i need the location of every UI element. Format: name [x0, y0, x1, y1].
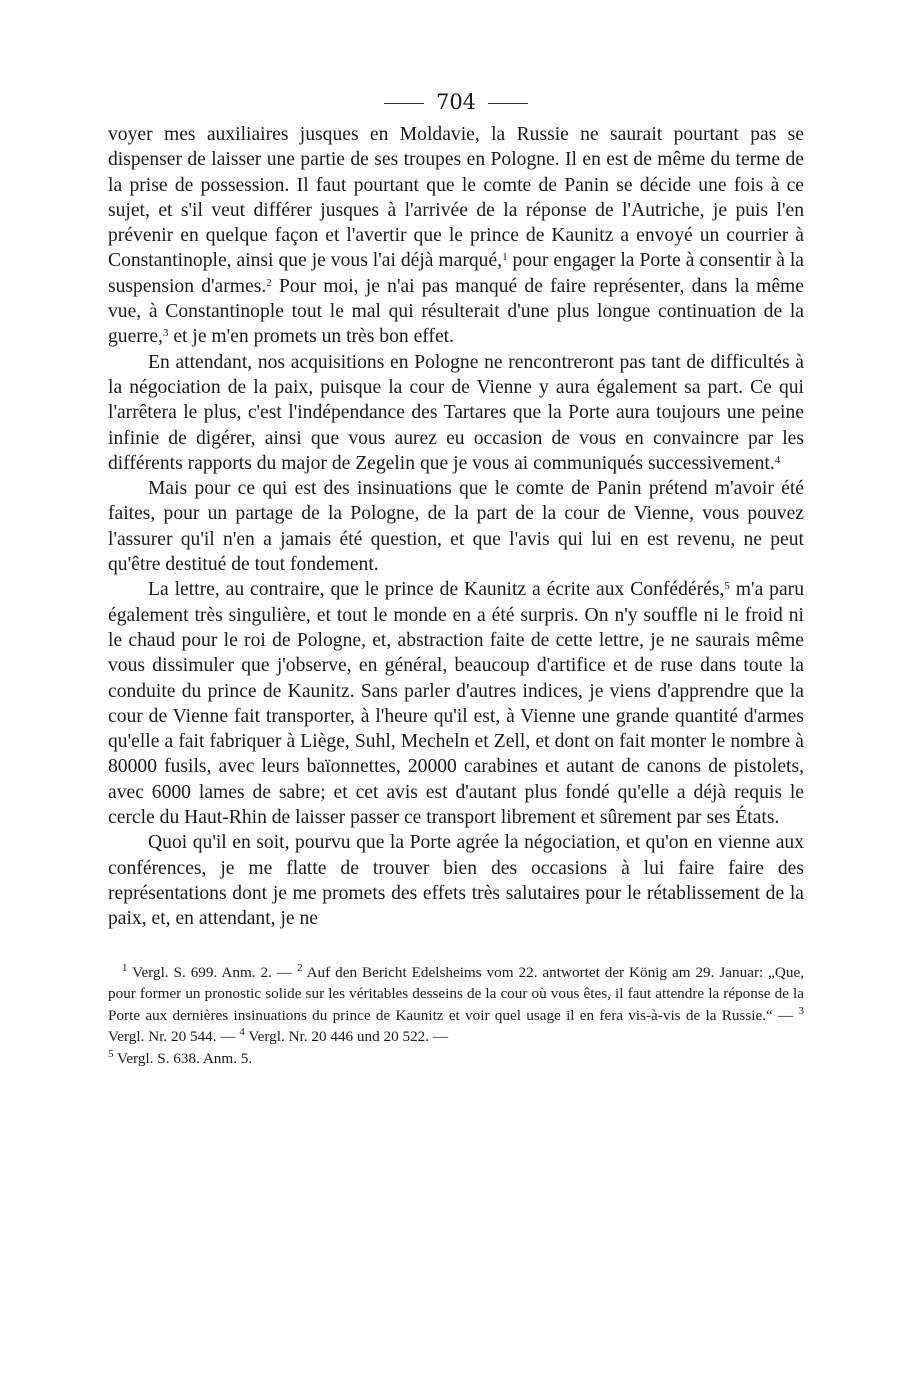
footnote-ref: 2 — [266, 276, 272, 289]
footnote-number: 5 — [108, 1047, 114, 1060]
footnote-number: 1 — [122, 961, 128, 974]
body-text — [108, 122, 804, 932]
paragraph — [108, 577, 804, 830]
paragraph-text: m'a paru également très singulière, et tout le monde en a été surpris. On n'y souffle ni le froid ni le chaud pour le roi de Pologne, et, abstraction faite de cette lettre, je ne saurais même vous dissimuler que j'observe, en général, beaucoup d'artifice et de ruse dans toute la conduite du prince de Kaunitz. Sans parler d'autres indices, je viens d'apprendre que la cour de Vienne fait transporter, à l'heure qu'il est, à Vienne une grande quantité d'armes qu'elle a fait fabriquer à Liège, Suhl, Mecheln et Zell, et dont on fait monter le nombre à 80000 fusils, avec leurs baïonnettes, 20000 carabines et autant de canons de pistolets, avec 6000 lames de sabre; et cet avis est d'autant plus fondé qu'elle a déjà requis le cercle du Haut-Rhin de laisser passer ce transport librement et sûrement par ses États. — [108, 579, 804, 829]
footnote-ref: 1 — [502, 251, 508, 264]
paragraph-text: Mais pour ce qui est des insinuations que le comte de Panin prétend m'avoir été faites, pour un partage de la Pologne, de la part de la cour de Vienne, vous pouvez l'assurer qu'il n'en a jamais été question, et que l'avis qui lui en est revenu, ne peut qu'être destitué de tout fondement. — [108, 478, 804, 576]
page-header — [108, 86, 804, 118]
paragraph-text: et je m'en promets un très bon effet. — [168, 326, 455, 348]
paragraph-text: Quoi qu'il en soit, pourvu que la Porte agrée la négociation, et qu'on en vienne aux conférences, je me flatte de trouver bien des occasions à lui faire faire des représentations dont je me promets des effets très salutaires pour le rétablissement de la paix, et, en attendant, je ne — [108, 832, 804, 930]
footnote-ref: 3 — [162, 327, 169, 340]
page-number: 704 — [435, 90, 477, 114]
paragraph — [108, 122, 804, 350]
paragraph-text: En attendant, nos acquisitions en Pologne ne rencontreront pas tant de difficultés à la négociation de la paix, puisque la cour de Vienne y aura également sa part. Ce qui l'arrêtera le plus, c'est l'indépendance des Tartares que la Porte aura toujours une peine infinie de digérer, ainsi que vous aurez eu occasion de vous en convaincre par les différents rapports du major de Zegelin que je vous ai communiqués successivement. — [108, 351, 804, 474]
footnote-number: 2 — [296, 961, 303, 974]
paragraph-text: La lettre, au contraire, que le prince de Kaunitz a écrite aux Confédérés, — [148, 579, 725, 601]
header-rule-left — [384, 103, 424, 104]
footnote-text: Vergl. Nr. 20 446 und 20 522. — — [248, 1028, 449, 1045]
footnote-text: Vergl. S. 638. Anm. 5. — [117, 1049, 253, 1067]
footnote-text: Vergl. Nr. 20 544. — — [108, 1028, 236, 1045]
footnote-ref: 5 — [724, 580, 730, 593]
header-rule-right — [488, 103, 528, 104]
paragraph-text: voyer mes auxiliaires jusques en Moldavie, la Russie ne saurait pourtant pas se dispenser de laisser une partie de ses troupes en Pologne. Il en est de même du terme de la prise de possession. Il faut pourtant que le comte de Panin se décide une fois à ce sujet, et s'il veut différer jusques à l'arrivée de la réponse de l'Autriche, je puis l'en prévenir en quelque façon et l'avertir que le prince de Kaunitz a envoyé un courrier à Constantinople, ainsi que je vous l'ai déjà marqué, — [108, 124, 804, 272]
footnote-number: 4 — [239, 1026, 245, 1038]
footnote-number: 3 — [798, 1004, 804, 1017]
paragraph — [108, 350, 804, 476]
footnote-ref: 4 — [774, 453, 781, 466]
footnote-text: Vergl. S. 699. Anm. 2. — — [132, 963, 293, 981]
page — [108, 86, 804, 1069]
paragraph-text: Pour moi, je n'ai pas manqué de faire représenter, dans la même vue, à Constantinople tout le mal qui résulterait d'une plus longue continuation de la guerre, — [108, 275, 804, 348]
footnote-block — [108, 962, 804, 1070]
footnotes — [108, 962, 804, 1070]
footnote-text: Auf den Bericht Edelsheims vom 22. antwortet der König am 29. Januar: „Que, pour former un pronostic solide sur les véritables desseins de la cour où vous êtes, il faut attendre la réponse de la Porte aux dernières insinuations du prince de Kaunitz et voir quel usage il en fera vis-à-vis de la Russie.“ — — [108, 963, 804, 1024]
paragraph — [108, 830, 804, 931]
paragraph-text: pour engager la Porte à consentir à la suspension d'armes. — [108, 250, 804, 297]
paragraph — [108, 476, 804, 577]
